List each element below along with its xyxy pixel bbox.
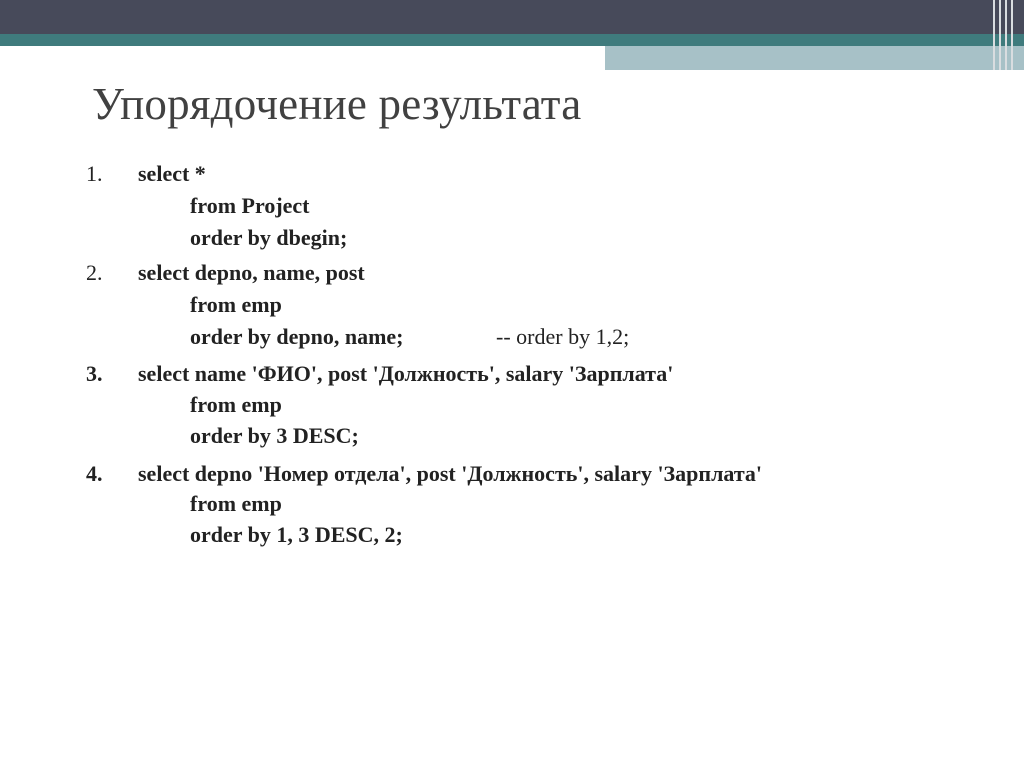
item-number: 1. [86, 161, 103, 186]
sql-line: select depno, name, post [138, 260, 365, 285]
item-number: 2. [86, 260, 103, 285]
header-stripe [1005, 0, 1007, 70]
sql-line: from Project [190, 193, 310, 218]
sql-line: from emp [190, 392, 282, 417]
sql-line: order by 1, 3 DESC, 2; [190, 522, 403, 547]
sql-line: from emp [190, 292, 282, 317]
sql-comment: -- order by 1,2; [496, 324, 630, 349]
sql-line: order by 3 DESC; [190, 423, 359, 448]
header-stripe [999, 0, 1001, 70]
header-band-light [605, 46, 1024, 70]
header-stripe [1011, 0, 1013, 70]
header-band-dark [0, 0, 1024, 34]
sql-line: select * [138, 161, 206, 186]
sql-line: order by depno, name; [190, 324, 404, 349]
sql-line: from emp [190, 491, 282, 516]
sql-line: select depno 'Номер отдела', post 'Должность', salary 'Зарплата' [138, 461, 763, 486]
item-number: 3. [86, 361, 103, 386]
slide-title: Упорядочение результата [92, 79, 582, 129]
header-stripe [993, 0, 995, 70]
item-number: 4. [86, 461, 103, 486]
sql-line: order by dbegin; [190, 225, 348, 250]
sql-line: select name 'ФИО', post 'Должность', salary 'Зарплата' [138, 361, 674, 386]
header-band-teal [0, 34, 1024, 46]
